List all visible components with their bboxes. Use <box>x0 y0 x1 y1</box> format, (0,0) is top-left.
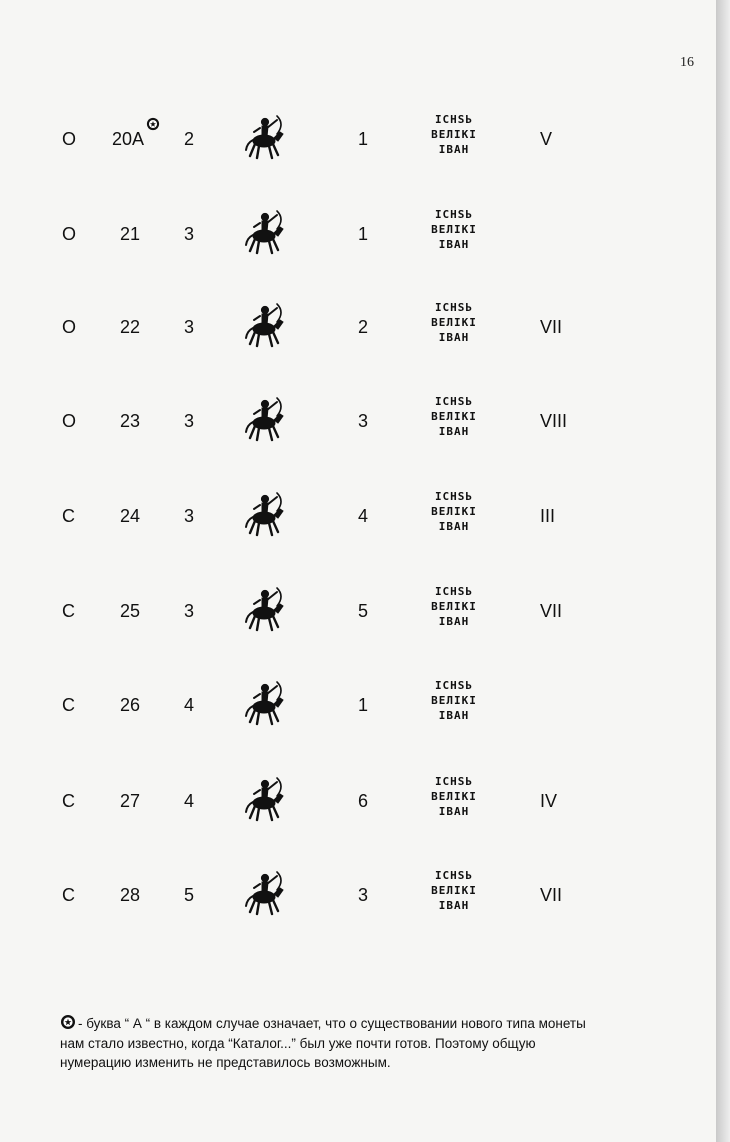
coin-row <box>0 772 716 832</box>
catalog-number: 23 <box>120 411 141 431</box>
catalog-number: 25 <box>120 601 141 621</box>
coin-legend <box>424 489 484 534</box>
horseman-icon <box>240 392 294 446</box>
catalog-number: 22 <box>120 317 141 337</box>
legend-line: ВЕЛІКІ <box>431 600 477 613</box>
horseman-icon <box>240 772 294 826</box>
series-letter: O <box>62 129 77 149</box>
roman-numeral: VII <box>540 601 563 621</box>
coin-legend <box>424 774 484 819</box>
coin-legend <box>424 207 484 252</box>
catalog-number-cell <box>120 790 140 812</box>
catalog-number-cell <box>120 410 140 432</box>
page-number: 16 <box>680 55 694 70</box>
coin-row <box>0 110 716 170</box>
series-letter: O <box>62 411 77 431</box>
legend-line: ВЕЛІКІ <box>431 128 477 141</box>
coin-row <box>0 392 716 452</box>
variant-number: 6 <box>358 791 369 811</box>
catalog-number-cell <box>120 884 140 906</box>
coin-legend <box>424 394 484 439</box>
catalog-number-cell <box>120 316 140 338</box>
roman-numeral: III <box>540 506 556 526</box>
coin-row <box>0 582 716 642</box>
legend-line: ВЕЛІКІ <box>431 223 477 236</box>
type-number: 4 <box>184 695 195 715</box>
type-number: 3 <box>184 317 195 337</box>
footnote-line-3: нумерацию изменить не представилось возможным. <box>60 1055 391 1070</box>
coin-legend <box>424 112 484 157</box>
legend-line: ІСНЅЬ <box>434 869 474 882</box>
page-edge-shadow <box>716 0 730 1142</box>
footnote-line-1: - буква “ А “ в каждом случае означает, что о существовании нового типа монеты <box>78 1016 586 1031</box>
roman-numeral: IV <box>540 791 558 811</box>
type-number: 4 <box>184 791 195 811</box>
variant-number: 4 <box>358 506 369 526</box>
roman-numeral: VII <box>540 317 563 337</box>
legend-line: ІВАН <box>438 425 470 438</box>
series-letter: C <box>62 601 75 621</box>
catalog-number: 24 <box>120 506 141 526</box>
catalog-number-cell <box>120 505 140 527</box>
coin-legend <box>424 584 484 629</box>
legend-line: ІВАН <box>438 143 470 156</box>
series-letter: O <box>62 317 77 337</box>
legend-line: ІСНЅЬ <box>434 679 474 692</box>
coin-row <box>0 487 716 547</box>
catalog-number: 20A <box>112 129 145 149</box>
variant-number: 3 <box>358 885 369 905</box>
legend-line: ІСНЅЬ <box>434 395 474 408</box>
catalog-number: 27 <box>120 791 141 811</box>
variant-number: 1 <box>358 695 369 715</box>
legend-line: ВЕЛІКІ <box>431 790 477 803</box>
roman-numeral: VIII <box>540 411 568 431</box>
roman-numeral: V <box>540 129 553 149</box>
coin-legend <box>424 300 484 345</box>
catalog-number: 26 <box>120 695 141 715</box>
legend-line: ІСНЅЬ <box>434 775 474 788</box>
horseman-icon <box>240 298 294 352</box>
series-letter: C <box>62 695 75 715</box>
horseman-icon <box>240 205 294 259</box>
series-letter: C <box>62 506 75 526</box>
legend-line: ІВАН <box>438 331 470 344</box>
coin-row <box>0 676 716 736</box>
legend-line: ІСНЅЬ <box>434 113 474 126</box>
type-number: 5 <box>184 885 195 905</box>
coin-legend <box>424 678 484 723</box>
coin-row <box>0 866 716 926</box>
variant-number: 5 <box>358 601 369 621</box>
coin-row <box>0 205 716 265</box>
horseman-icon <box>240 866 294 920</box>
legend-line: ІВАН <box>438 615 470 628</box>
legend-line: ІСНЅЬ <box>434 585 474 598</box>
footnote <box>60 1014 670 1073</box>
variant-number: 2 <box>358 317 369 337</box>
catalog-number-cell <box>120 694 140 716</box>
catalog-number-cell <box>120 600 140 622</box>
legend-line: ВЕЛІКІ <box>431 316 477 329</box>
legend-line: ВЕЛІКІ <box>431 884 477 897</box>
legend-line: ІВАН <box>438 709 470 722</box>
legend-line: ІВАН <box>438 805 470 818</box>
series-letter: C <box>62 885 75 905</box>
legend-line: ІВАН <box>438 238 470 251</box>
horseman-icon <box>240 582 294 636</box>
catalog-number-cell <box>120 223 140 245</box>
coin-row <box>0 298 716 358</box>
legend-line: ІСНЅЬ <box>434 301 474 314</box>
legend-line: ІВАН <box>438 520 470 533</box>
catalog-number: 21 <box>120 224 141 244</box>
star-circle-icon <box>60 1014 76 1030</box>
horseman-icon <box>240 487 294 541</box>
type-number: 3 <box>184 411 195 431</box>
legend-line: ВЕЛІКІ <box>431 410 477 423</box>
variant-number: 1 <box>358 224 369 244</box>
coin-legend <box>424 868 484 913</box>
footnote-line-2: нам стало известно, когда “Каталог...” был уже почти готов. Поэтому общую <box>60 1035 536 1051</box>
catalog-number: 28 <box>120 885 141 905</box>
catalog-number-cell <box>112 128 158 150</box>
variant-number: 3 <box>358 411 369 431</box>
series-letter: O <box>62 224 77 244</box>
legend-line: ВЕЛІКІ <box>431 694 477 707</box>
type-number: 2 <box>184 129 195 149</box>
horseman-icon <box>240 676 294 730</box>
horseman-icon <box>240 110 294 164</box>
series-letter: C <box>62 791 75 811</box>
type-number: 3 <box>184 601 195 621</box>
type-number: 3 <box>184 224 195 244</box>
roman-numeral: VII <box>540 885 563 905</box>
variant-number: 1 <box>358 129 369 149</box>
legend-line: ІСНЅЬ <box>434 490 474 503</box>
legend-line: ІСНЅЬ <box>434 208 474 221</box>
legend-line: ВЕЛІКІ <box>431 505 477 518</box>
type-number: 3 <box>184 506 195 526</box>
star-circle-icon <box>146 117 160 131</box>
legend-line: ІВАН <box>438 899 470 912</box>
